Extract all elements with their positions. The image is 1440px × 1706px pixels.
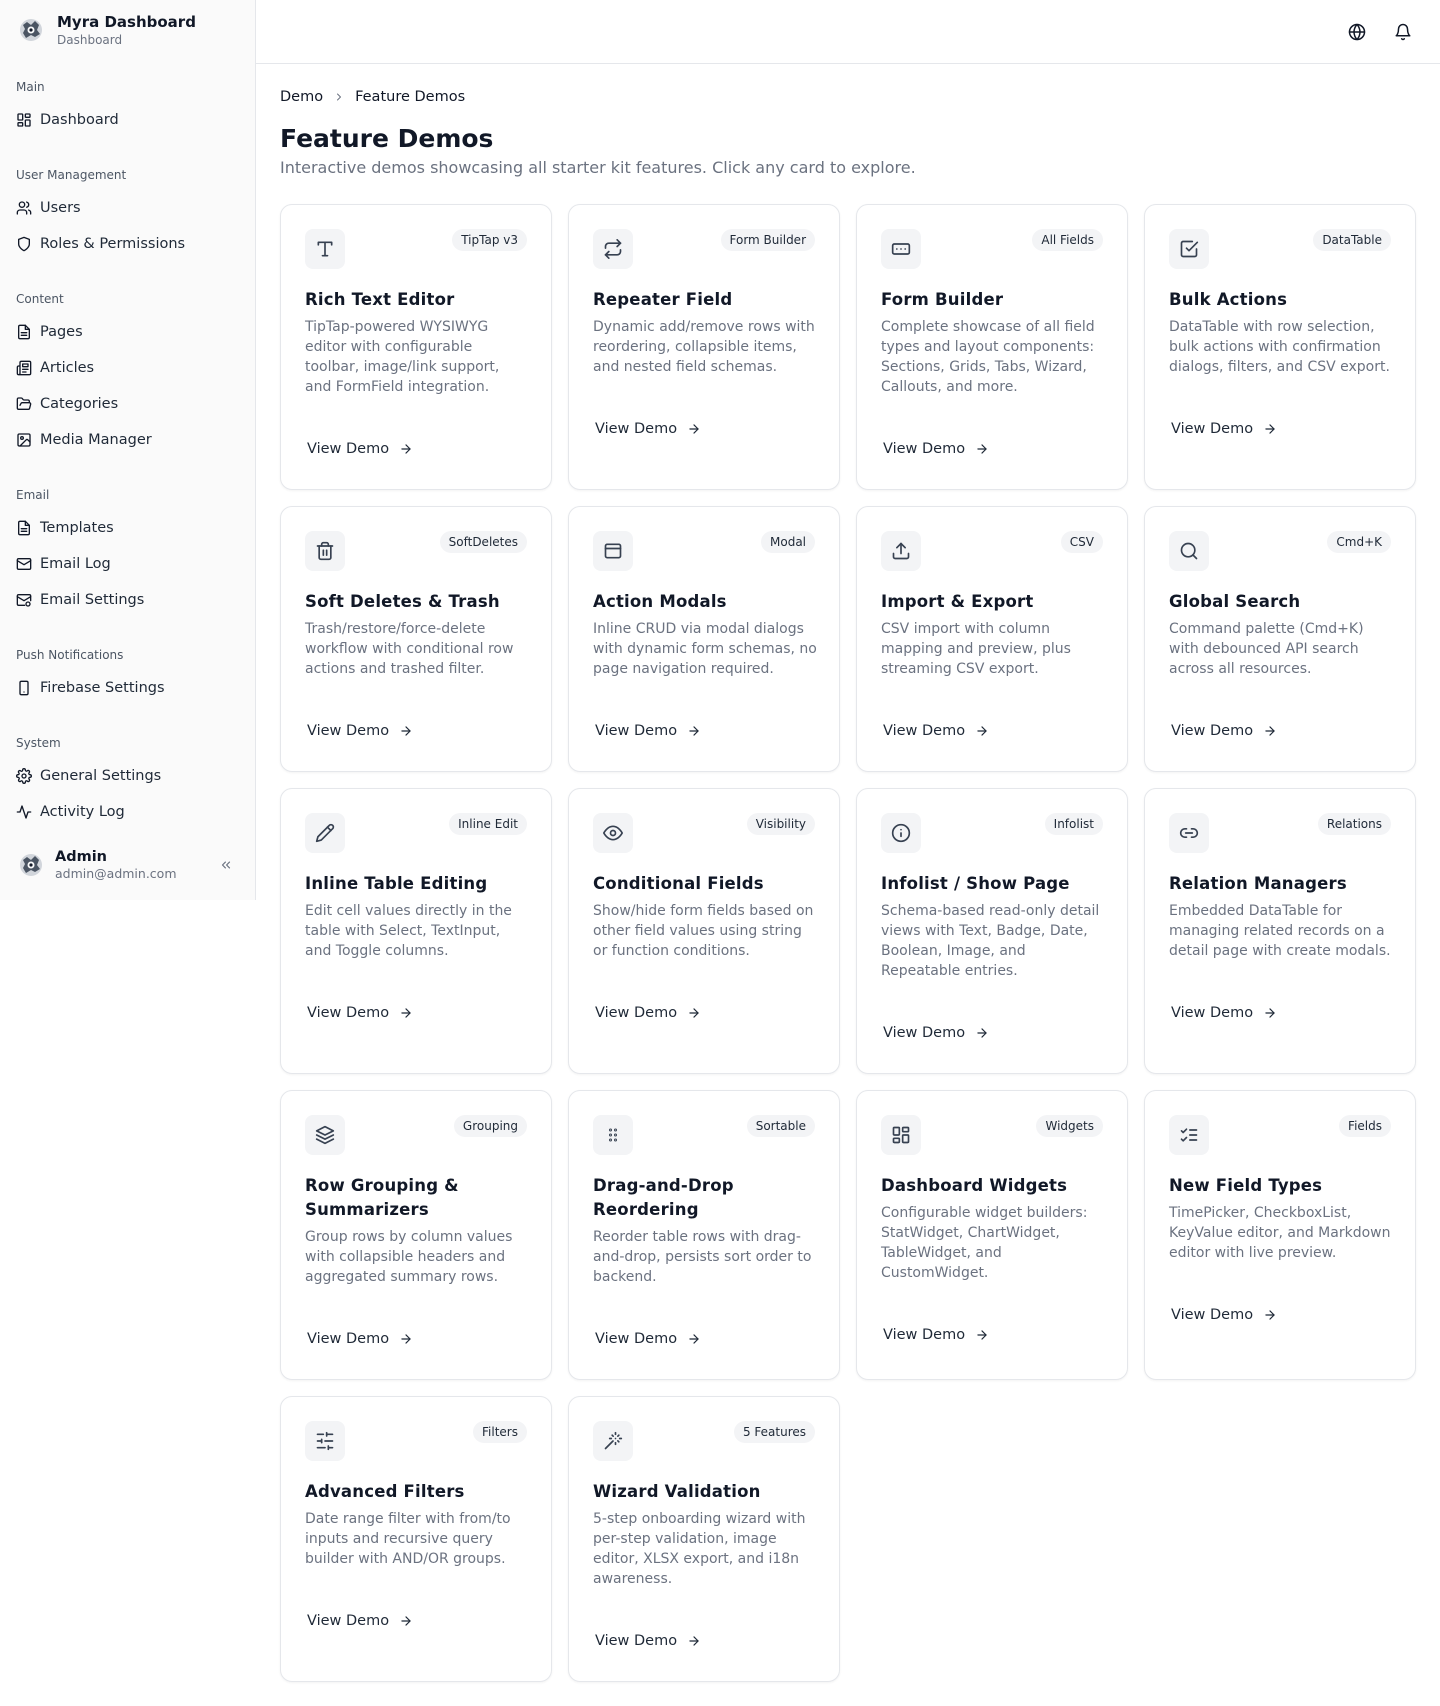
view-demo-link[interactable] [307, 441, 413, 457]
view-demo-label: View Demo [883, 441, 966, 457]
view-demo-label: View Demo [595, 1633, 678, 1649]
sidebar-item-firebase[interactable] [16, 673, 240, 703]
view-demo-label: View Demo [1171, 1005, 1254, 1021]
card-badge: Widgets [1036, 1115, 1103, 1137]
arrow-right-icon [399, 724, 413, 738]
view-demo-label: View Demo [595, 1005, 678, 1021]
view-demo-label: View Demo [1171, 1307, 1254, 1323]
view-demo-label: View Demo [883, 1025, 966, 1041]
list-checks-icon [1169, 1115, 1209, 1155]
grip-vertical-icon [593, 1115, 633, 1155]
sidebar-item-articles[interactable] [16, 353, 240, 383]
card-badge: Modal [761, 531, 815, 553]
smartphone-icon [16, 680, 32, 696]
eye-icon [593, 813, 633, 853]
demo-card-conditional-fields[interactable] [568, 788, 840, 1074]
card-title: Bulk Actions [1169, 290, 1288, 309]
user-name: Admin [55, 849, 108, 865]
sidebar-item-label: Categories [40, 396, 119, 412]
nav-group-main: Main [16, 80, 45, 94]
bell-icon [1394, 23, 1412, 41]
upload-icon [881, 531, 921, 571]
card-description: Embedded DataTable for managing related records on a detail page with create modals. [1169, 903, 1391, 959]
view-demo-label: View Demo [595, 421, 678, 437]
card-description: Dynamic add/remove rows with reordering, collapsible items, and nested field schemas. [593, 319, 815, 375]
sidebar-item-categories[interactable] [16, 389, 240, 419]
nav-group-push: Push Notifications [16, 648, 124, 662]
demo-card-rich-text-editor[interactable] [280, 204, 552, 490]
demo-card-soft-deletes[interactable] [280, 506, 552, 772]
nav-group-system: System [16, 736, 61, 750]
users-icon [16, 200, 32, 216]
card-title: Conditional Fields [593, 874, 764, 893]
card-badge: SoftDeletes [440, 531, 527, 553]
view-demo-link[interactable] [595, 723, 701, 739]
arrow-right-icon [687, 1006, 701, 1020]
info-icon [881, 813, 921, 853]
view-demo-link[interactable] [595, 1633, 701, 1649]
arrow-right-icon [1263, 1308, 1277, 1322]
sidebar-item-pages[interactable] [16, 317, 240, 347]
sidebar-item-email-log[interactable] [16, 549, 240, 579]
view-demo-link[interactable] [883, 723, 989, 739]
breadcrumb-parent[interactable]: Demo [280, 89, 324, 105]
sidebar [0, 0, 256, 900]
view-demo-link[interactable] [595, 421, 701, 437]
view-demo-label: View Demo [1171, 723, 1254, 739]
sliders-icon [305, 1421, 345, 1461]
arrow-right-icon [399, 1332, 413, 1346]
view-demo-label: View Demo [595, 1331, 678, 1347]
demo-card-infolist[interactable] [856, 788, 1128, 1074]
wand-sparkles-icon [593, 1421, 633, 1461]
card-title: Repeater Field [593, 290, 733, 309]
arrow-right-icon [975, 1328, 989, 1342]
layout-dashboard-icon [881, 1115, 921, 1155]
card-title: Rich Text Editor [305, 290, 455, 309]
user-menu[interactable] [17, 848, 239, 882]
brand-subtitle: Dashboard [57, 33, 123, 47]
breadcrumb-current: Feature Demos [355, 89, 466, 105]
sidebar-item-label: Email Log [40, 556, 111, 572]
view-demo-link[interactable] [1171, 723, 1277, 739]
demo-card-advanced-filters[interactable] [280, 1396, 552, 1682]
sidebar-item-label: Roles & Permissions [40, 236, 186, 252]
view-demo-label: View Demo [595, 723, 678, 739]
demo-card-repeater-field[interactable] [568, 204, 840, 490]
card-title: Action Modals [593, 592, 727, 611]
card-badge: DataTable [1313, 229, 1391, 251]
card-title: Form Builder [881, 290, 1004, 309]
card-title: New Field Types [1169, 1176, 1323, 1195]
sidebar-item-dashboard[interactable] [16, 105, 240, 135]
view-demo-link[interactable] [307, 723, 413, 739]
sidebar-item-users[interactable] [16, 193, 240, 223]
file-text-icon [16, 520, 32, 536]
view-demo-link[interactable] [595, 1331, 701, 1347]
card-description: Command palette (Cmd+K) with debounced API search across all resources. [1169, 621, 1364, 677]
arrow-right-icon [975, 1026, 989, 1040]
sidebar-item-label: Dashboard [40, 112, 119, 128]
sidebar-item-label: Pages [40, 324, 83, 340]
card-badge: Cmd+K [1327, 531, 1391, 553]
pencil-icon [305, 813, 345, 853]
view-demo-label: View Demo [307, 723, 390, 739]
layout-dashboard-icon [16, 112, 32, 128]
nav-group-user-management: User Management [16, 168, 127, 182]
link-icon [1169, 813, 1209, 853]
activity-icon [16, 804, 32, 820]
view-demo-link[interactable] [1171, 421, 1277, 437]
demo-card-row-grouping[interactable] [280, 1090, 552, 1380]
card-title: Soft Deletes & Trash [305, 592, 500, 611]
card-description: Complete showcase of all field types and layout components: Sections, Grids, Tabs, Wizard, Callouts, and more. [881, 319, 1095, 395]
card-title: Wizard Validation [593, 1482, 761, 1501]
sidebar-item-label: Articles [40, 360, 95, 376]
card-title: Inline Table Editing [305, 874, 488, 893]
view-demo-label: View Demo [307, 1331, 390, 1347]
sidebar-item-templates[interactable] [16, 513, 240, 543]
card-title: Relation Managers [1169, 874, 1347, 893]
notifications-button[interactable] [1391, 20, 1415, 44]
avatar [17, 851, 45, 879]
card-badge: Fields [1339, 1115, 1391, 1137]
card-badge: Form Builder [721, 229, 815, 251]
view-demo-link[interactable] [883, 1327, 989, 1343]
arrow-right-icon [975, 442, 989, 456]
card-description: Show/hide form fields based on other field values using string or function conditions. [593, 903, 814, 959]
card-badge: Inline Edit [449, 813, 527, 835]
view-demo-link[interactable] [307, 1005, 413, 1021]
view-demo-link[interactable] [1171, 1307, 1277, 1323]
arrow-right-icon [399, 442, 413, 456]
page-title: Feature Demos [280, 124, 494, 153]
newspaper-icon [16, 360, 32, 376]
repeat-icon [593, 229, 633, 269]
card-description: Configurable widget builders: StatWidget, ChartWidget, TableWidget, and CustomWidget. [881, 1205, 1088, 1281]
arrow-right-icon [687, 724, 701, 738]
card-description: 5-step onboarding wizard with per-step validation, image editor, XLSX export, and i18n awareness. [593, 1511, 806, 1587]
card-badge: All Fields [1032, 229, 1103, 251]
search-icon [1169, 531, 1209, 571]
page-subtitle: Interactive demos showcasing all starter kit features. Click any card to explore. [280, 158, 916, 177]
sidebar-item-general-settings[interactable] [16, 761, 240, 791]
card-badge: Grouping [454, 1115, 527, 1137]
demo-card-action-modals[interactable] [568, 506, 840, 772]
view-demo-link[interactable] [883, 1025, 989, 1041]
demo-card-drag-and-drop[interactable] [568, 1090, 840, 1380]
arrow-right-icon [399, 1006, 413, 1020]
card-description: Trash/restore/force-delete workflow with conditional row actions and trashed filter. [305, 621, 514, 677]
card-title: Import & Export [881, 592, 1034, 611]
mail-icon [16, 556, 32, 572]
card-description: TimePicker, CheckboxList, KeyValue editor, and Markdown editor with live preview. [1169, 1205, 1391, 1261]
view-demo-label: View Demo [883, 723, 966, 739]
layers-icon [305, 1115, 345, 1155]
card-description: Inline CRUD via modal dialogs with dynamic form schemas, no page navigation required. [593, 621, 817, 677]
sidebar-item-email-settings[interactable] [16, 585, 240, 615]
view-demo-label: View Demo [307, 1005, 390, 1021]
trash-icon [305, 531, 345, 571]
card-description: Date range filter with from/to inputs and recursive query builder with AND/OR groups. [305, 1511, 511, 1567]
brand-logo-icon [17, 16, 45, 44]
card-badge: Infolist [1045, 813, 1103, 835]
sidebar-item-label: Media Manager [40, 432, 152, 448]
demo-card-dashboard-widgets[interactable] [856, 1090, 1128, 1380]
view-demo-label: View Demo [883, 1327, 966, 1343]
demo-card-bulk-actions[interactable] [1144, 204, 1416, 490]
input-field-icon [881, 229, 921, 269]
card-title: Infolist / Show Page [881, 874, 1070, 893]
mail-cog-icon [16, 592, 32, 608]
sidebar-item-activity-log[interactable] [16, 797, 240, 827]
globe-icon [1348, 23, 1366, 41]
demo-card-global-search[interactable] [1144, 506, 1416, 772]
demo-card-new-field-types[interactable] [1144, 1090, 1416, 1380]
card-title: Row Grouping & Summarizers [305, 1176, 459, 1219]
card-badge: TipTap v3 [452, 229, 527, 251]
sidebar-item-label: Templates [40, 520, 114, 536]
view-demo-link[interactable] [307, 1331, 413, 1347]
breadcrumb [280, 89, 465, 105]
card-description: Edit cell values directly in the table with Select, TextInput, and Toggle columns. [305, 903, 512, 959]
card-description: DataTable with row selection, bulk actions with confirmation dialogs, filters, and CSV export. [1169, 319, 1390, 375]
sidebar-item-roles[interactable] [16, 229, 240, 259]
nav-group-email: Email [16, 488, 50, 502]
arrow-right-icon [687, 1634, 701, 1648]
chevron-right-icon [333, 91, 345, 103]
sidebar-item-label: Firebase Settings [40, 680, 165, 696]
language-button[interactable] [1345, 20, 1369, 44]
demo-card-wizard-validation[interactable] [568, 1396, 840, 1682]
card-badge: CSV [1061, 531, 1103, 553]
demo-card-relation-managers[interactable] [1144, 788, 1416, 1074]
view-demo-link[interactable] [307, 1613, 413, 1629]
card-badge: Visibility [747, 813, 815, 835]
arrow-right-icon [687, 422, 701, 436]
card-title: Global Search [1169, 592, 1301, 611]
demo-card-inline-table-editing[interactable] [280, 788, 552, 1074]
brand[interactable] [17, 12, 196, 48]
sidebar-item-label: General Settings [40, 768, 162, 784]
image-icon [16, 432, 32, 448]
card-badge: Filters [473, 1421, 527, 1443]
card-badge: Relations [1318, 813, 1391, 835]
chevrons-left-icon [219, 858, 233, 872]
nav-group-content: Content [16, 292, 64, 306]
arrow-right-icon [1263, 422, 1277, 436]
view-demo-label: View Demo [307, 1613, 390, 1629]
brand-title: Myra Dashboard [57, 13, 196, 31]
card-description: Reorder table rows with drag-and-drop, persists sort order to backend. [593, 1229, 812, 1285]
card-description: Schema-based read-only detail views with Text, Badge, Date, Boolean, Image, and Repeatable entries. [881, 903, 1100, 979]
card-description: TipTap-powered WYSIWYG editor with configurable toolbar, image/link support, and FormField integration. [305, 319, 500, 395]
card-badge: 5 Features [734, 1421, 815, 1443]
demo-card-import-export[interactable] [856, 506, 1128, 772]
sidebar-item-label: Email Settings [40, 592, 145, 608]
card-badge: Sortable [747, 1115, 815, 1137]
arrow-right-icon [975, 724, 989, 738]
card-title: Dashboard Widgets [881, 1176, 1068, 1195]
arrow-right-icon [399, 1614, 413, 1628]
arrow-right-icon [687, 1332, 701, 1346]
sidebar-item-label: Activity Log [40, 804, 125, 820]
card-description: Group rows by column values with collapsible headers and aggregated summary rows. [305, 1229, 513, 1285]
type-icon [305, 229, 345, 269]
folder-open-icon [16, 396, 32, 412]
card-title: Drag-and-Drop Reordering [593, 1176, 734, 1219]
arrow-right-icon [1263, 724, 1277, 738]
view-demo-link[interactable] [595, 1005, 701, 1021]
sidebar-item-media[interactable] [16, 425, 240, 455]
arrow-right-icon [1263, 1006, 1277, 1020]
view-demo-link[interactable] [1171, 1005, 1277, 1021]
settings-icon [16, 768, 32, 784]
user-email: admin@admin.com [55, 866, 177, 881]
sidebar-item-label: Users [40, 200, 81, 216]
card-description: CSV import with column mapping and preview, plus streaming CSV export. [881, 621, 1071, 677]
file-text-icon [16, 324, 32, 340]
check-square-icon [1169, 229, 1209, 269]
app-window-icon [593, 531, 633, 571]
topbar [256, 0, 1440, 64]
view-demo-label: View Demo [1171, 421, 1254, 437]
view-demo-label: View Demo [307, 441, 390, 457]
card-title: Advanced Filters [305, 1482, 465, 1501]
demo-card-form-builder[interactable] [856, 204, 1128, 490]
collapse-sidebar-button[interactable] [217, 856, 235, 874]
shield-icon [16, 236, 32, 252]
view-demo-link[interactable] [883, 441, 989, 457]
